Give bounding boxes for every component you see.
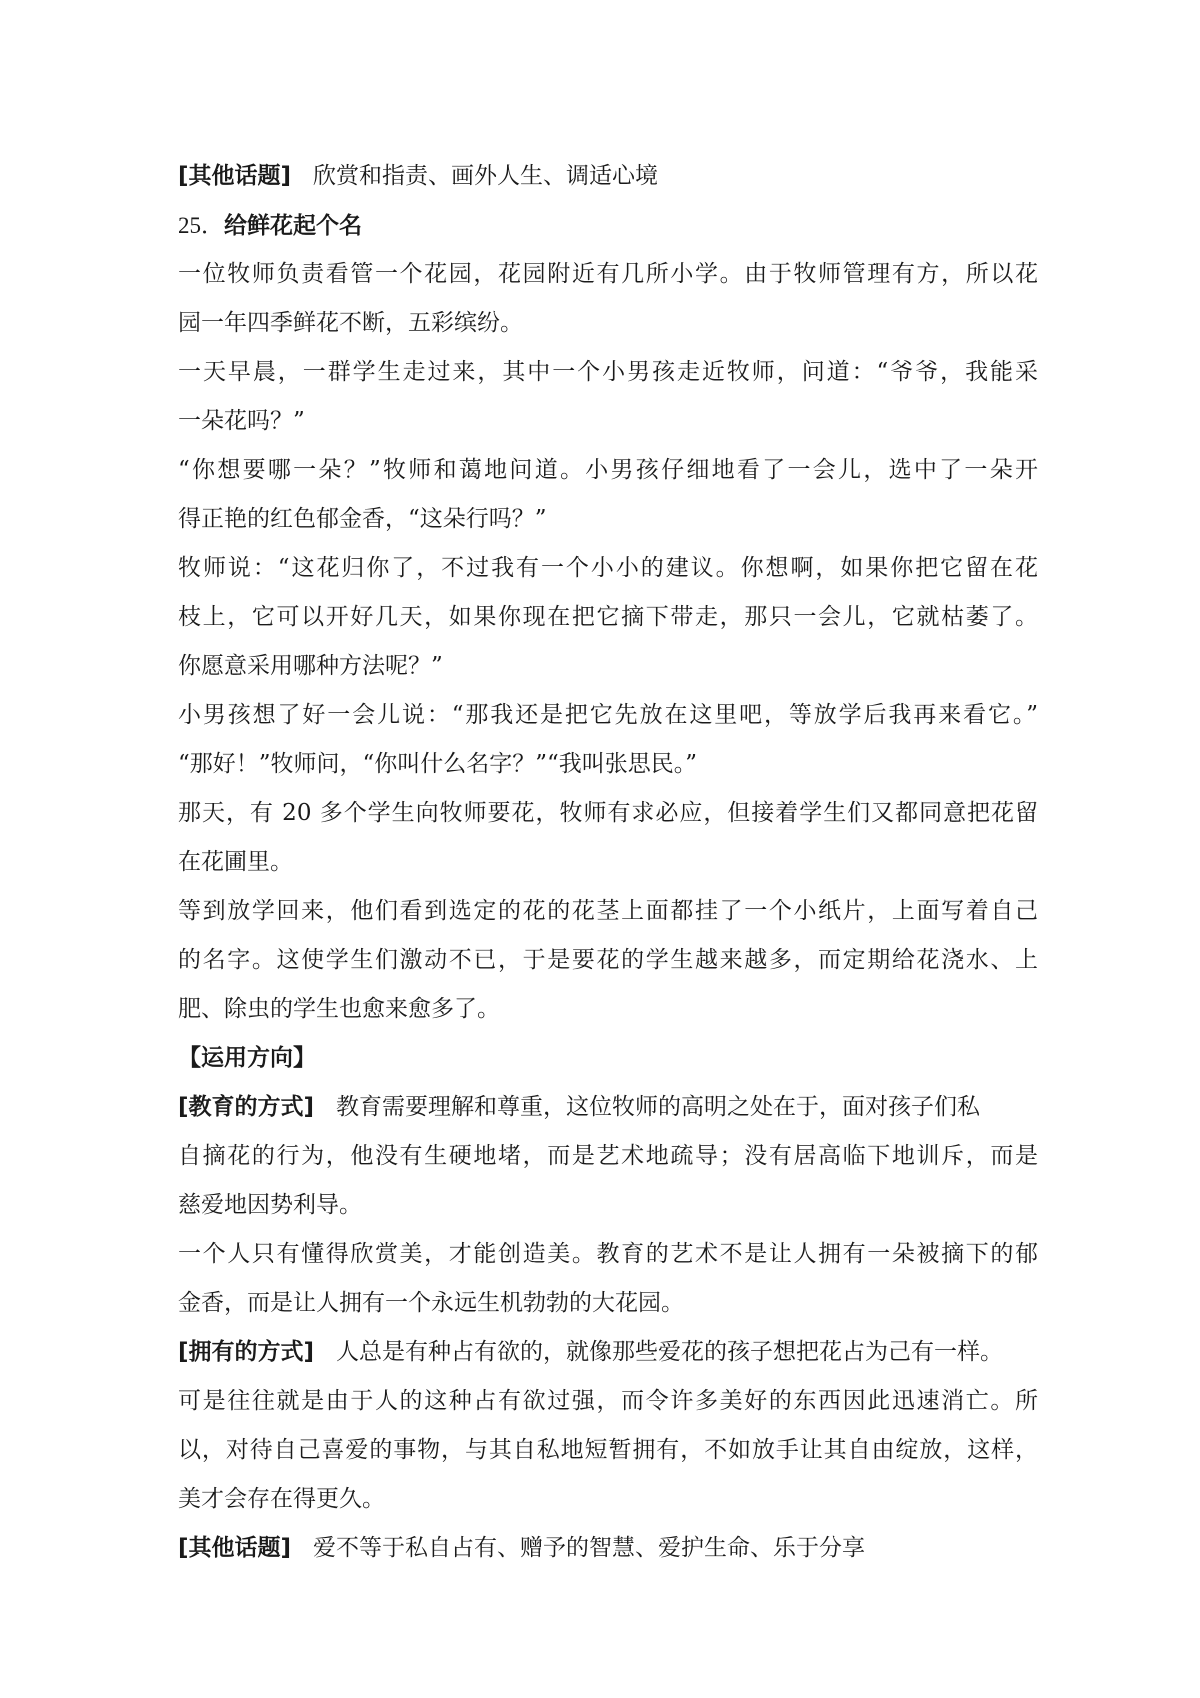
other-topics-line-bottom <box>178 1524 1038 1573</box>
story-heading <box>178 201 1038 250</box>
story-line: 在花圃里。 <box>178 849 293 875</box>
story-line: 你愿意采用哪种方法呢？” <box>178 653 443 679</box>
education-line <box>178 1083 1038 1132</box>
other-topics-text: 欣赏和指责、画外人生、调适心境 <box>313 163 659 189</box>
other-topics-line-top <box>178 152 1038 201</box>
education-text: 教育需要理解和尊重，这位牧师的高明之处在于，面对孩子们私 <box>336 1094 981 1120</box>
story-line: 的名字。这使学生们激动不已，于是要花的学生越来越多，而定期给花浇水、上 <box>178 947 1038 973</box>
story-line: 一朵花吗？” <box>178 408 305 434</box>
story-body <box>178 250 1038 1034</box>
education-section <box>178 1083 1038 1328</box>
story-line: 枝上，它可以开好几天，如果你现在把它摘下带走，那只一会儿，它就枯萎了。 <box>178 604 1038 630</box>
usage-heading: 【运用方向】 <box>178 1045 316 1071</box>
education-line: 金香，而是让人拥有一个永远生机勃勃的大花园。 <box>178 1290 684 1316</box>
possession-line: 以，对待自己喜爱的事物，与其自私地短暂拥有，不如放手让其自由绽放，这样， <box>178 1437 1038 1463</box>
education-line: 自摘花的行为，他没有生硬地堵，而是艺术地疏导；没有居高临下地训斥，而是 <box>178 1143 1038 1169</box>
education-line: 慈爱地因势利导。 <box>178 1192 362 1218</box>
story-line: 牧师说：“这花归你了，不过我有一个小小的建议。你想啊，如果你把它留在花 <box>178 555 1038 581</box>
possession-line: 可是往往就是由于人的这种占有欲过强，而令许多美好的东西因此迅速消亡。所 <box>178 1388 1038 1414</box>
story-line: 得正艳的红色郁金香，“这朵行吗？” <box>178 506 547 532</box>
possession-tag: [拥有的方式] <box>178 1339 315 1365</box>
story-number: 25． <box>178 213 224 238</box>
story-line: 一位牧师负责看管一个花园，花园附近有几所小学。由于牧师管理有方，所以花 <box>178 261 1038 287</box>
possession-line: 美才会存在得更久。 <box>178 1486 385 1512</box>
possession-line <box>178 1328 1038 1377</box>
story-line: 一天早晨，一群学生走过来，其中一个小男孩走近牧师，问道：“爷爷，我能采 <box>178 359 1038 385</box>
document-page <box>178 152 1038 1573</box>
education-tag: [教育的方式] <box>178 1094 315 1120</box>
story-line: 肥、除虫的学生也愈来愈多了。 <box>178 996 500 1022</box>
story-line: 等到放学回来，他们看到选定的花的花茎上面都挂了一个小纸片，上面写着自己 <box>178 898 1038 924</box>
other-topics-tag: [其他话题] <box>178 1535 292 1561</box>
possession-section <box>178 1328 1038 1524</box>
story-title: 给鲜花起个名 <box>224 213 362 239</box>
story-line: 小男孩想了好一会儿说：“那我还是把它先放在这里吧，等放学后我再来看它。” <box>178 702 1038 728</box>
story-line: 园一年四季鲜花不断，五彩缤纷。 <box>178 310 523 336</box>
other-topics-tag: [其他话题] <box>178 163 292 189</box>
possession-text: 人总是有种占有欲的，就像那些爱花的孩子想把花占为己有一样。 <box>336 1339 1004 1365</box>
story-line: 那天，有 20 多个学生向牧师要花，牧师有求必应，但接着学生们又都同意把花留 <box>178 800 1038 826</box>
education-line: 一个人只有懂得欣赏美，才能创造美。教育的艺术不是让人拥有一朵被摘下的郁 <box>178 1241 1038 1267</box>
story-line: “你想要哪一朵？”牧师和蔼地问道。小男孩仔细地看了一会儿，选中了一朵开 <box>178 457 1038 483</box>
other-topics-text: 爱不等于私自占有、赠予的智慧、爱护生命、乐于分享 <box>313 1535 866 1561</box>
story-line: “那好！”牧师问，“你叫什么名字？”“我叫张思民。” <box>178 751 698 777</box>
